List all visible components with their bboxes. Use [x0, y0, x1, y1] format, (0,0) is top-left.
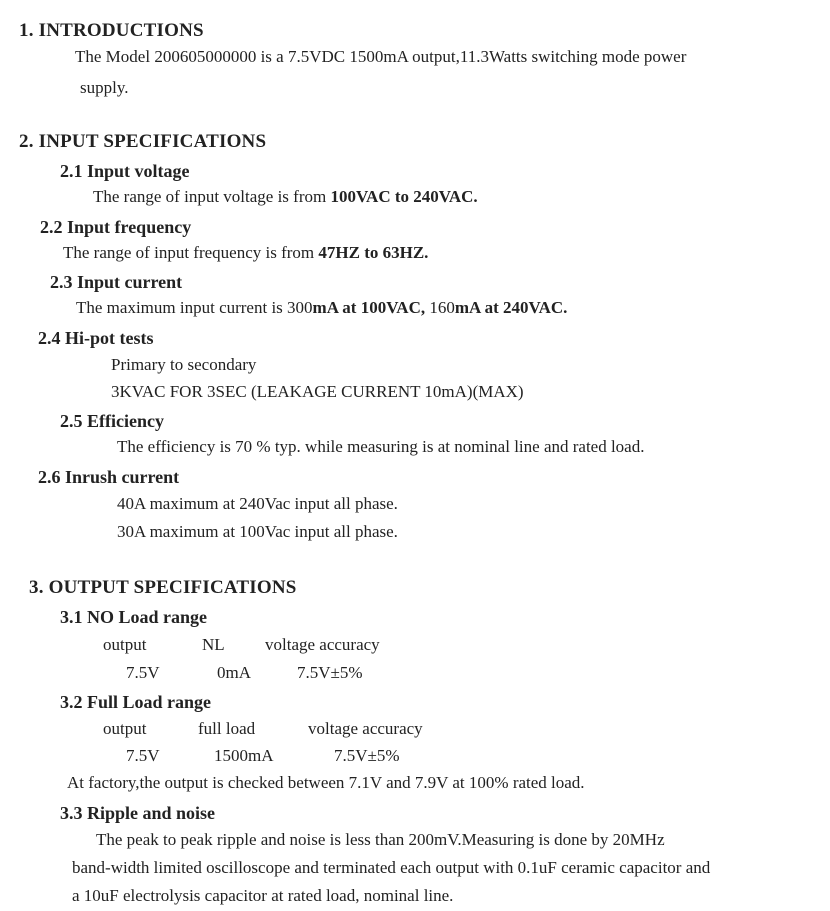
ripple-line-1: The peak to peak ripple and noise is less than 200mV.Measuring is done by 20MHz	[96, 830, 665, 849]
subsection-2-1-heading: 2.1 Input voltage	[60, 161, 190, 181]
input-frequency-text	[63, 243, 428, 263]
intro-text-line-1: The Model 200605000000 is a 7.5VDC 1500mA output,11.3Watts switching mode power	[75, 47, 687, 66]
noload-value-nl: 0mA	[217, 663, 251, 682]
subsection-2-5-heading: 2.5 Efficiency	[60, 411, 164, 431]
fullload-header-output: output	[103, 719, 147, 738]
subsection-3-3-heading: 3.3 Ripple and noise	[60, 803, 216, 823]
fullload-value-fullload: 1500mA	[214, 746, 274, 765]
subsection-2-6-heading: 2.6 Inrush current	[38, 467, 180, 487]
section-1-heading: 1. INTRODUCTIONS	[19, 20, 204, 41]
input-voltage-prefix: The range of input voltage is from	[93, 187, 331, 206]
input-voltage-range: 100VAC to 240VAC.	[330, 187, 478, 206]
input-frequency-range: 47HZ to 63HZ.	[318, 243, 429, 262]
noload-value-output: 7.5V	[126, 663, 160, 682]
input-current-bold-1: mA at 100VAC,	[312, 298, 426, 317]
subsection-2-4-heading: 2.4 Hi-pot tests	[38, 328, 154, 348]
subsection-3-1-heading: 3.1 NO Load range	[60, 607, 208, 627]
input-voltage-text	[93, 187, 478, 207]
section-3-heading: 3. OUTPUT SPECIFICATIONS	[29, 577, 297, 598]
subsection-2-2-heading: 2.2 Input frequency	[40, 217, 192, 237]
fullload-value-accuracy: 7.5V±5%	[334, 746, 400, 765]
fullload-header-fullload: full load	[198, 719, 256, 738]
subsection-2-3-heading: 2.3 Input current	[50, 272, 183, 292]
input-current-bold-2: mA at 240VAC.	[454, 298, 568, 317]
hipot-line-1: Primary to secondary	[111, 355, 257, 374]
input-current-text	[76, 298, 567, 318]
ripple-line-3: a 10uF electrolysis capacitor at rated load, nominal line.	[72, 886, 454, 905]
fullload-value-output: 7.5V	[126, 746, 160, 765]
noload-value-accuracy: 7.5V±5%	[297, 663, 363, 682]
section-2-heading: 2. INPUT SPECIFICATIONS	[19, 131, 267, 152]
subsection-3-2-heading: 3.2 Full Load range	[60, 692, 212, 712]
input-current-prefix: The maximum input current is 300	[76, 298, 313, 317]
hipot-line-2: 3KVAC FOR 3SEC (LEAKAGE CURRENT 10mA)(MAX)	[111, 382, 524, 401]
factory-check-note: At factory,the output is checked between 7.1V and 7.9V at 100% rated load.	[67, 773, 585, 792]
efficiency-text: The efficiency is 70 % typ. while measuring is at nominal line and rated load.	[117, 437, 645, 456]
noload-header-accuracy: voltage accuracy	[265, 635, 380, 654]
input-current-mid: 160	[425, 298, 455, 317]
noload-header-output: output	[103, 635, 147, 654]
ripple-line-2: band-width limited oscilloscope and terminated each output with 0.1uF ceramic capacitor and	[72, 858, 711, 877]
input-frequency-prefix: The range of input frequency is from	[63, 243, 319, 262]
inrush-line-2: 30A maximum at 100Vac input all phase.	[117, 522, 398, 541]
fullload-header-accuracy: voltage accuracy	[308, 719, 423, 738]
intro-text-line-2: supply.	[80, 78, 129, 97]
inrush-line-1: 40A maximum at 240Vac input all phase.	[117, 494, 398, 513]
noload-header-nl: NL	[202, 635, 225, 654]
